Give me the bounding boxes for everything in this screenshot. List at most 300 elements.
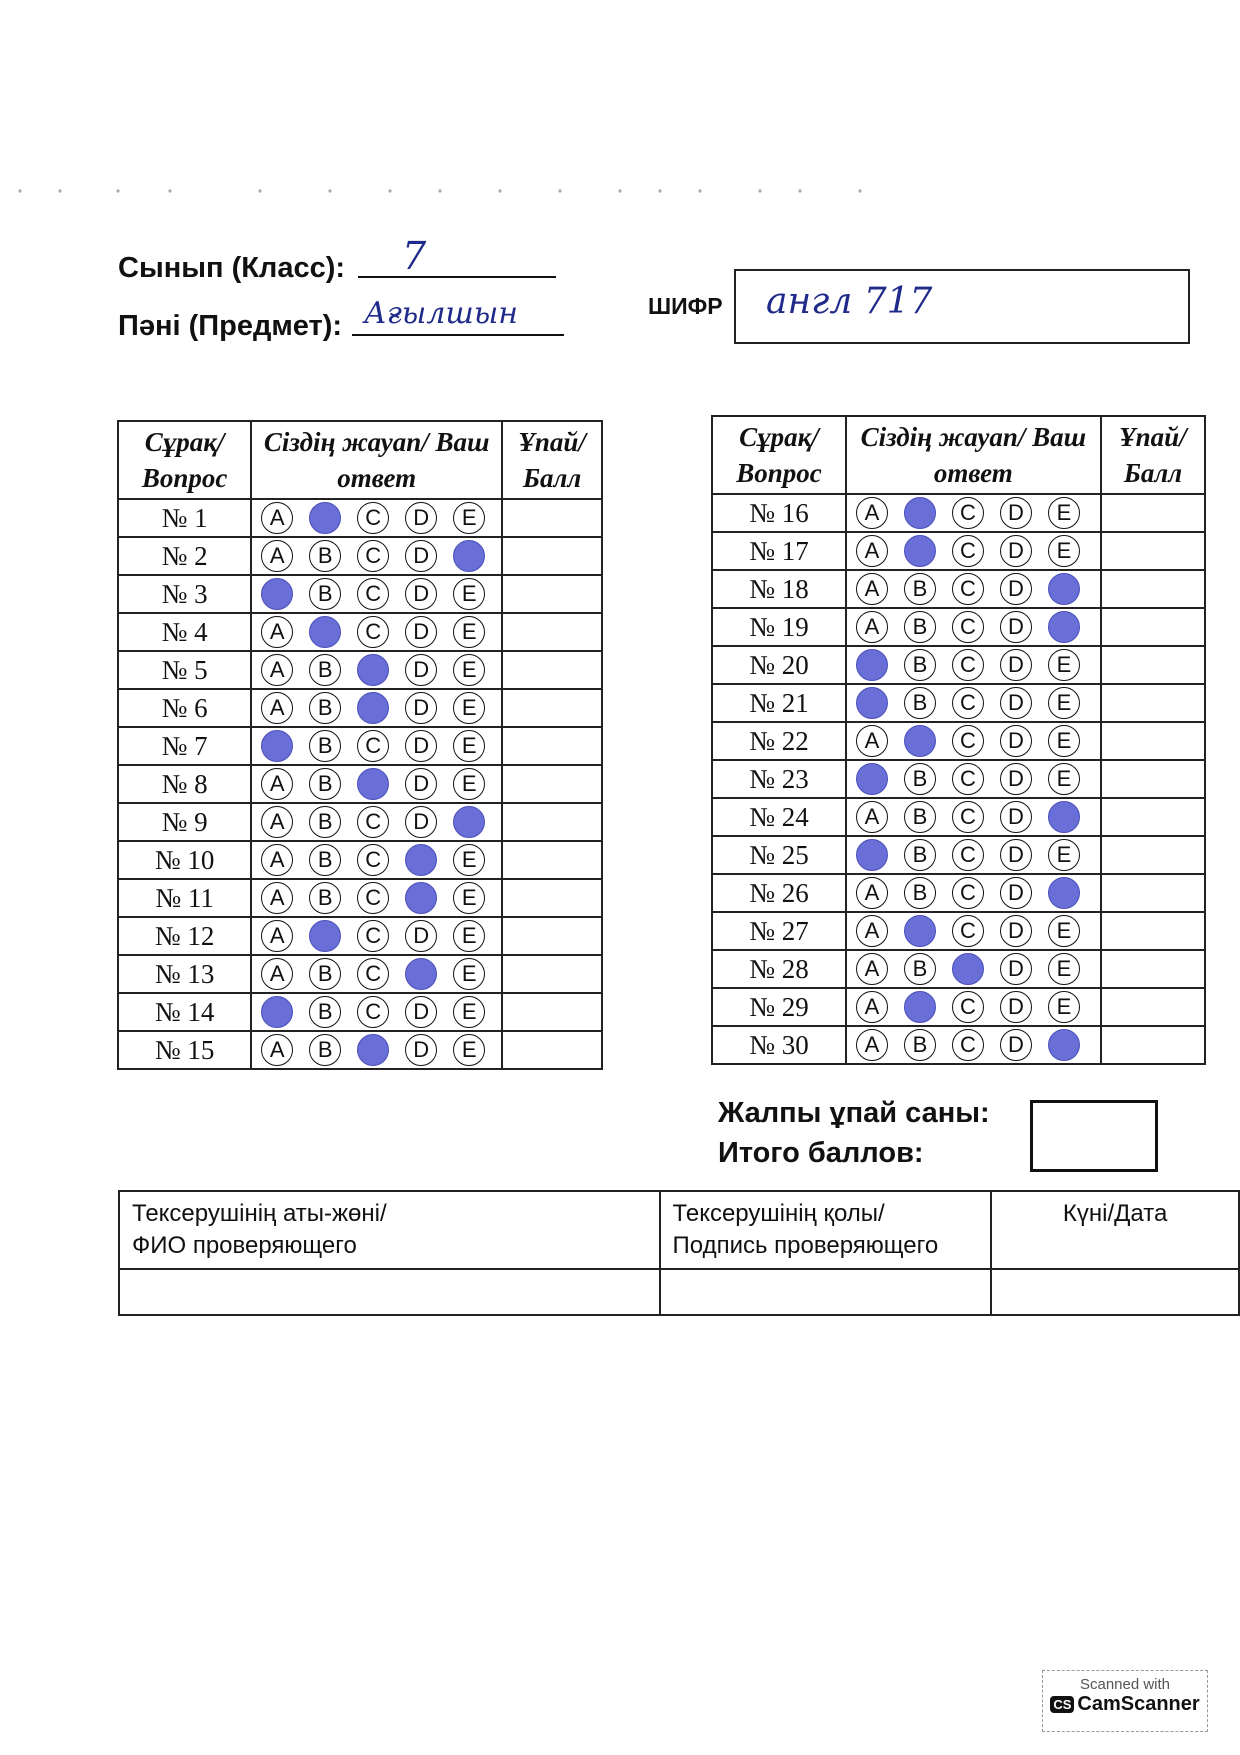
option-bubble-c[interactable]: C (952, 763, 984, 795)
option-bubble-b[interactable] (904, 915, 936, 947)
answer-row (712, 646, 1205, 684)
question-number: № 15 (118, 1031, 251, 1069)
option-bubble-e[interactable] (1048, 877, 1080, 909)
option-bubble-b[interactable]: B (904, 801, 936, 833)
option-bubble-a[interactable]: A (856, 497, 888, 529)
option-bubble-c[interactable]: C (357, 958, 389, 990)
answer-choices (251, 841, 502, 879)
option-bubble-d[interactable]: D (1000, 953, 1032, 985)
answer-choices (846, 836, 1101, 874)
score-cell[interactable] (1101, 646, 1205, 684)
option-bubble-e[interactable]: E (1048, 535, 1080, 567)
option-bubble-a[interactable]: A (856, 611, 888, 643)
answer-row (712, 760, 1205, 798)
answer-row (712, 494, 1205, 532)
option-bubble-a[interactable]: A (261, 806, 293, 838)
score-cell[interactable] (1101, 874, 1205, 912)
option-bubble-c[interactable] (952, 953, 984, 985)
answer-row (118, 765, 602, 803)
option-bubble-e[interactable] (1048, 801, 1080, 833)
signature-table (118, 1190, 1240, 1316)
question-number: № 27 (712, 912, 846, 950)
option-bubble-e[interactable]: E (453, 616, 485, 648)
option-bubble-d[interactable]: D (1000, 991, 1032, 1023)
option-bubble-a[interactable]: A (261, 958, 293, 990)
option-bubble-b[interactable] (904, 991, 936, 1023)
question-number: № 8 (118, 765, 251, 803)
total-score-box[interactable] (1030, 1100, 1158, 1172)
option-bubble-d[interactable]: D (1000, 801, 1032, 833)
option-bubble-c[interactable]: C (357, 882, 389, 914)
answer-row (712, 874, 1205, 912)
score-cell[interactable] (502, 575, 602, 613)
answer-choices (251, 1031, 502, 1069)
answer-row (118, 499, 602, 537)
answer-row (118, 993, 602, 1031)
option-bubble-b[interactable]: B (904, 1029, 936, 1061)
option-bubble-e[interactable]: E (453, 996, 485, 1028)
option-bubble-b[interactable]: B (904, 573, 936, 605)
score-cell[interactable] (502, 537, 602, 575)
class-label: Сынып (Класс): (118, 252, 346, 284)
option-bubble-e[interactable]: E (1048, 649, 1080, 681)
question-number: № 13 (118, 955, 251, 993)
option-bubble-a[interactable]: A (261, 616, 293, 648)
option-bubble-d[interactable]: D (1000, 611, 1032, 643)
option-bubble-c[interactable]: C (357, 844, 389, 876)
option-bubble-a[interactable]: A (856, 535, 888, 567)
option-bubble-b[interactable]: B (904, 877, 936, 909)
option-bubble-a[interactable]: A (856, 573, 888, 605)
answer-row (118, 575, 602, 613)
option-bubble-a[interactable]: A (261, 882, 293, 914)
option-bubble-a[interactable]: A (261, 768, 293, 800)
answer-choices (846, 570, 1101, 608)
option-bubble-b[interactable] (309, 616, 341, 648)
answer-choices (251, 955, 502, 993)
option-bubble-d[interactable]: D (405, 578, 437, 610)
answer-choices (846, 950, 1101, 988)
answer-row (712, 798, 1205, 836)
option-bubble-c[interactable]: C (357, 730, 389, 762)
date-label-text: Күні/Дата (1062, 1200, 1168, 1227)
question-number: № 22 (712, 722, 846, 760)
question-number: № 26 (712, 874, 846, 912)
answer-choices (251, 993, 502, 1031)
option-bubble-d[interactable]: D (405, 730, 437, 762)
option-bubble-d[interactable]: D (405, 920, 437, 952)
score-cell[interactable] (1101, 950, 1205, 988)
option-bubble-c[interactable]: C (357, 502, 389, 534)
score-cell[interactable] (1101, 760, 1205, 798)
answer-row (118, 879, 602, 917)
camscanner-logo-icon: CS (1050, 1696, 1074, 1713)
answer-row (712, 1026, 1205, 1064)
option-bubble-a[interactable]: A (856, 1029, 888, 1061)
option-bubble-d[interactable] (405, 958, 437, 990)
answer-choices (846, 1026, 1101, 1064)
option-bubble-a[interactable] (856, 687, 888, 719)
option-bubble-c[interactable]: C (952, 1029, 984, 1061)
checker-name-label (119, 1191, 660, 1269)
option-bubble-c[interactable]: C (357, 540, 389, 572)
option-bubble-a[interactable]: A (261, 920, 293, 952)
option-bubble-c[interactable]: C (952, 839, 984, 871)
question-number: № 12 (118, 917, 251, 955)
option-bubble-b[interactable] (309, 920, 341, 952)
score-cell[interactable] (502, 803, 602, 841)
answer-choices (846, 798, 1101, 836)
option-bubble-d[interactable]: D (405, 806, 437, 838)
score-cell[interactable] (1101, 494, 1205, 532)
watermark-brand: CamScanner (1077, 1693, 1200, 1715)
question-number: № 6 (118, 689, 251, 727)
option-bubble-e[interactable]: E (453, 502, 485, 534)
answer-row (118, 917, 602, 955)
answer-choices (846, 646, 1101, 684)
option-bubble-a[interactable]: A (261, 540, 293, 572)
answer-row (712, 532, 1205, 570)
option-bubble-d[interactable]: D (405, 692, 437, 724)
answer-choices (846, 532, 1101, 570)
header-answer: Сіздің жауап/ Ваш ответ (846, 416, 1101, 494)
option-bubble-c[interactable] (357, 768, 389, 800)
answer-choices (846, 722, 1101, 760)
option-bubble-c[interactable]: C (952, 877, 984, 909)
score-cell[interactable] (502, 765, 602, 803)
score-cell[interactable] (502, 613, 602, 651)
option-bubble-e[interactable]: E (453, 730, 485, 762)
answer-choices (846, 608, 1101, 646)
option-bubble-e[interactable]: E (453, 692, 485, 724)
option-bubble-e[interactable]: E (1048, 991, 1080, 1023)
option-bubble-b[interactable]: B (904, 953, 936, 985)
score-cell[interactable] (502, 499, 602, 537)
answer-choices (251, 727, 502, 765)
option-bubble-c[interactable]: C (952, 497, 984, 529)
question-number: № 7 (118, 727, 251, 765)
option-bubble-d[interactable]: D (405, 616, 437, 648)
option-bubble-c[interactable] (357, 1034, 389, 1066)
question-number: № 2 (118, 537, 251, 575)
checker-name-field[interactable] (119, 1269, 660, 1315)
answer-row (118, 651, 602, 689)
date-label (991, 1191, 1239, 1269)
option-bubble-d[interactable]: D (1000, 649, 1032, 681)
option-bubble-b[interactable]: B (904, 611, 936, 643)
option-bubble-b[interactable]: B (309, 730, 341, 762)
answer-choices (846, 684, 1101, 722)
date-field[interactable] (991, 1269, 1239, 1315)
option-bubble-d[interactable]: D (405, 502, 437, 534)
answer-row (118, 955, 602, 993)
option-bubble-c[interactable]: C (357, 920, 389, 952)
option-bubble-d[interactable]: D (405, 996, 437, 1028)
total-line-ru: Итого баллов: (718, 1137, 924, 1169)
option-bubble-a[interactable] (856, 649, 888, 681)
option-bubble-c[interactable]: C (952, 611, 984, 643)
option-bubble-a[interactable] (261, 578, 293, 610)
answer-choices (251, 537, 502, 575)
option-bubble-c[interactable]: C (952, 915, 984, 947)
option-bubble-d[interactable]: D (1000, 497, 1032, 529)
score-cell[interactable] (1101, 988, 1205, 1026)
option-bubble-e[interactable] (453, 540, 485, 572)
option-bubble-a[interactable] (261, 730, 293, 762)
score-cell[interactable] (1101, 798, 1205, 836)
option-bubble-d[interactable]: D (1000, 839, 1032, 871)
total-line-kz: Жалпы ұпай саны: (718, 1097, 990, 1129)
option-bubble-c[interactable]: C (952, 573, 984, 605)
answer-row (118, 803, 602, 841)
option-bubble-e[interactable]: E (1048, 915, 1080, 947)
answer-choices (251, 689, 502, 727)
question-number: № 30 (712, 1026, 846, 1064)
option-bubble-c[interactable]: C (357, 996, 389, 1028)
answer-row (712, 608, 1205, 646)
score-cell[interactable] (1101, 532, 1205, 570)
answer-choices (251, 575, 502, 613)
score-cell[interactable] (1101, 608, 1205, 646)
option-bubble-a[interactable]: A (261, 844, 293, 876)
answer-row (118, 537, 602, 575)
score-cell[interactable] (502, 879, 602, 917)
option-bubble-e[interactable] (1048, 611, 1080, 643)
option-bubble-a[interactable]: A (856, 991, 888, 1023)
score-cell[interactable] (502, 689, 602, 727)
answer-choices (846, 760, 1101, 798)
cipher-label: ШИФР (648, 293, 723, 319)
option-bubble-e[interactable]: E (1048, 725, 1080, 757)
score-cell[interactable] (502, 993, 602, 1031)
answer-table-right (711, 415, 1206, 1065)
class-line (358, 252, 556, 278)
option-bubble-c[interactable]: C (357, 806, 389, 838)
option-bubble-a[interactable]: A (261, 1034, 293, 1066)
option-bubble-b[interactable]: B (904, 687, 936, 719)
answer-choices (251, 879, 502, 917)
option-bubble-c[interactable]: C (357, 616, 389, 648)
checker-name-label-ru: ФИО проверяющего (132, 1232, 357, 1259)
question-number: № 17 (712, 532, 846, 570)
question-number: № 24 (712, 798, 846, 836)
option-bubble-b[interactable]: B (309, 958, 341, 990)
option-bubble-d[interactable]: D (1000, 877, 1032, 909)
answer-choices (846, 912, 1101, 950)
option-bubble-b[interactable]: B (309, 844, 341, 876)
option-bubble-d[interactable] (405, 882, 437, 914)
header-score: Ұпай/ Балл (502, 421, 602, 499)
option-bubble-c[interactable]: C (952, 535, 984, 567)
option-bubble-a[interactable] (856, 763, 888, 795)
option-bubble-d[interactable]: D (1000, 915, 1032, 947)
option-bubble-e[interactable]: E (453, 958, 485, 990)
option-bubble-c[interactable]: C (952, 649, 984, 681)
watermark-top-text: Scanned with (1079, 1676, 1171, 1693)
score-cell[interactable] (502, 955, 602, 993)
option-bubble-c[interactable]: C (952, 801, 984, 833)
answer-row (712, 912, 1205, 950)
answer-table-left (117, 420, 603, 1070)
option-bubble-d[interactable]: D (1000, 1029, 1032, 1061)
option-bubble-e[interactable]: E (453, 768, 485, 800)
score-cell[interactable] (502, 651, 602, 689)
option-bubble-e[interactable]: E (453, 578, 485, 610)
answer-choices (251, 613, 502, 651)
answer-choices (846, 988, 1101, 1026)
answer-row (118, 613, 602, 651)
option-bubble-b[interactable]: B (309, 654, 341, 686)
score-cell[interactable] (1101, 836, 1205, 874)
option-bubble-e[interactable]: E (453, 882, 485, 914)
option-bubble-e[interactable]: E (1048, 763, 1080, 795)
answer-choices (251, 803, 502, 841)
option-bubble-b[interactable]: B (309, 882, 341, 914)
option-bubble-e[interactable]: E (453, 844, 485, 876)
option-bubble-d[interactable] (405, 844, 437, 876)
answer-row (712, 722, 1205, 760)
option-bubble-d[interactable]: D (1000, 687, 1032, 719)
option-bubble-e[interactable]: E (1048, 497, 1080, 529)
option-bubble-a[interactable]: A (261, 502, 293, 534)
answer-row (712, 570, 1205, 608)
question-number: № 10 (118, 841, 251, 879)
option-bubble-b[interactable]: B (309, 692, 341, 724)
option-bubble-c[interactable]: C (952, 725, 984, 757)
option-bubble-e[interactable] (453, 806, 485, 838)
subject-value: Ағылшын (364, 296, 519, 331)
header-score: Ұпай/ Балл (1101, 416, 1205, 494)
answer-row (118, 841, 602, 879)
header-answer: Сіздің жауап/ Ваш ответ (251, 421, 502, 499)
subject-label: Пәні (Предмет): (118, 310, 343, 342)
score-cell[interactable] (1101, 570, 1205, 608)
answer-choices (846, 874, 1101, 912)
option-bubble-c[interactable]: C (952, 687, 984, 719)
class-value: 7 (402, 234, 427, 278)
question-number: № 18 (712, 570, 846, 608)
option-bubble-d[interactable]: D (405, 654, 437, 686)
checker-signature-label (660, 1191, 992, 1269)
option-bubble-b[interactable] (904, 725, 936, 757)
option-bubble-c[interactable]: C (952, 991, 984, 1023)
option-bubble-b[interactable]: B (309, 578, 341, 610)
option-bubble-b[interactable]: B (309, 1034, 341, 1066)
option-bubble-b[interactable]: B (309, 768, 341, 800)
answer-row (118, 689, 602, 727)
option-bubble-a[interactable]: A (856, 915, 888, 947)
option-bubble-a[interactable] (856, 839, 888, 871)
option-bubble-e[interactable]: E (453, 920, 485, 952)
option-bubble-b[interactable]: B (904, 649, 936, 681)
option-bubble-b[interactable]: B (309, 996, 341, 1028)
question-number: № 25 (712, 836, 846, 874)
checker-signature-field[interactable] (660, 1269, 992, 1315)
option-bubble-d[interactable]: D (405, 1034, 437, 1066)
question-number: № 28 (712, 950, 846, 988)
score-cell[interactable] (502, 841, 602, 879)
option-bubble-c[interactable] (357, 692, 389, 724)
option-bubble-c[interactable] (357, 654, 389, 686)
answer-row (118, 1031, 602, 1069)
option-bubble-e[interactable] (1048, 1029, 1080, 1061)
option-bubble-e[interactable]: E (1048, 839, 1080, 871)
score-cell[interactable] (1101, 912, 1205, 950)
question-number: № 20 (712, 646, 846, 684)
cipher-box (734, 269, 1190, 344)
score-cell[interactable] (1101, 722, 1205, 760)
answer-choices (846, 494, 1101, 532)
score-cell[interactable] (1101, 684, 1205, 722)
option-bubble-b[interactable] (904, 535, 936, 567)
option-bubble-b[interactable]: B (309, 540, 341, 572)
option-bubble-b[interactable]: B (904, 763, 936, 795)
option-bubble-a[interactable]: A (856, 725, 888, 757)
option-bubble-e[interactable]: E (1048, 953, 1080, 985)
total-score-label (718, 1093, 990, 1173)
checker-name-label-kz: Тексерушінің аты-жөні/ (132, 1200, 387, 1227)
option-bubble-e[interactable]: E (453, 654, 485, 686)
option-bubble-d[interactable]: D (405, 768, 437, 800)
answer-row (712, 684, 1205, 722)
score-cell[interactable] (1101, 1026, 1205, 1064)
option-bubble-a[interactable]: A (856, 801, 888, 833)
answer-choices (251, 651, 502, 689)
option-bubble-a[interactable]: A (856, 953, 888, 985)
score-cell[interactable] (502, 1031, 602, 1069)
option-bubble-e[interactable]: E (1048, 687, 1080, 719)
answer-row (118, 727, 602, 765)
question-number: № 4 (118, 613, 251, 651)
camscanner-watermark (1042, 1670, 1208, 1732)
checker-signature-label-ru: Подпись проверяющего (672, 1232, 939, 1259)
answer-choices (251, 499, 502, 537)
option-bubble-e[interactable]: E (453, 1034, 485, 1066)
answer-row (712, 836, 1205, 874)
option-bubble-a[interactable]: A (856, 877, 888, 909)
header-question: Сұрақ/ Вопрос (712, 416, 846, 494)
option-bubble-d[interactable]: D (405, 540, 437, 572)
option-bubble-a[interactable]: A (261, 692, 293, 724)
checker-signature-label-kz: Тексерушінің қолы/ (672, 1200, 885, 1227)
score-cell[interactable] (502, 917, 602, 955)
question-number: № 1 (118, 499, 251, 537)
answer-row (712, 950, 1205, 988)
option-bubble-d[interactable]: D (1000, 535, 1032, 567)
scan-edge-dots (0, 185, 1240, 197)
option-bubble-c[interactable]: C (357, 578, 389, 610)
header-question: Сұрақ/ Вопрос (118, 421, 251, 499)
option-bubble-d[interactable]: D (1000, 725, 1032, 757)
question-number: № 9 (118, 803, 251, 841)
option-bubble-b[interactable]: B (309, 806, 341, 838)
option-bubble-d[interactable]: D (1000, 763, 1032, 795)
option-bubble-b[interactable] (309, 502, 341, 534)
option-bubble-a[interactable]: A (261, 654, 293, 686)
score-cell[interactable] (502, 727, 602, 765)
option-bubble-b[interactable] (904, 497, 936, 529)
option-bubble-e[interactable] (1048, 573, 1080, 605)
answer-choices (251, 917, 502, 955)
option-bubble-a[interactable] (261, 996, 293, 1028)
option-bubble-b[interactable]: B (904, 839, 936, 871)
question-number: № 29 (712, 988, 846, 1026)
question-number: № 23 (712, 760, 846, 798)
option-bubble-d[interactable]: D (1000, 573, 1032, 605)
cipher-value: англ 717 (766, 281, 933, 322)
answer-row (712, 988, 1205, 1026)
question-number: № 16 (712, 494, 846, 532)
